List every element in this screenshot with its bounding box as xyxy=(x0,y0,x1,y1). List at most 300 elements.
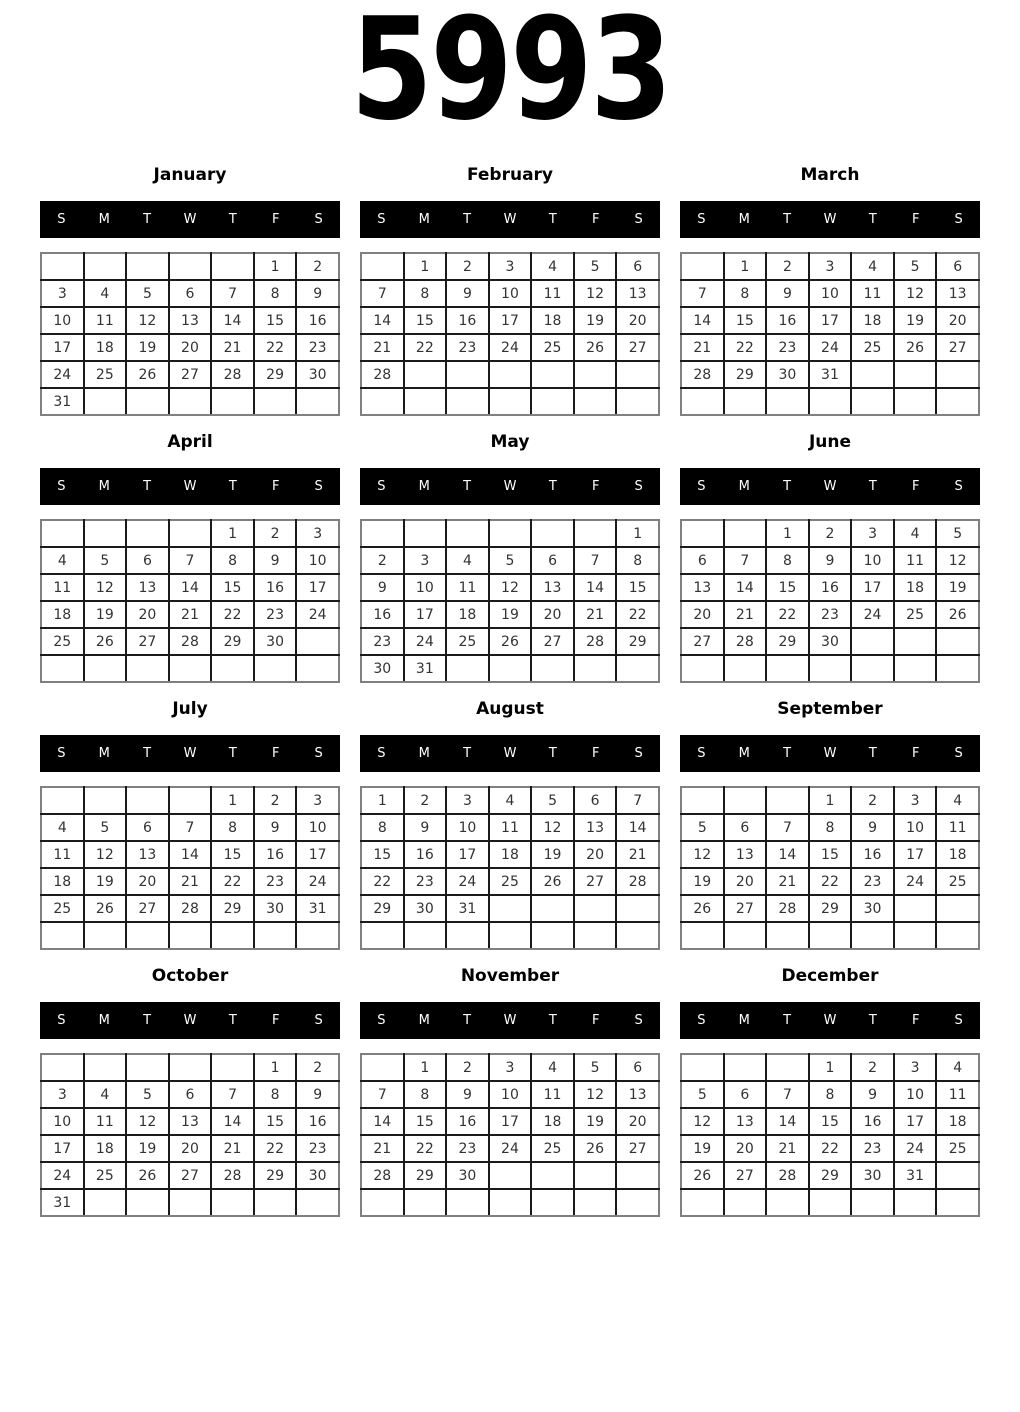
day-cell: 15 xyxy=(724,307,767,334)
day-cell: 6 xyxy=(616,1054,659,1081)
day-cell: 28 xyxy=(681,361,724,388)
weekday-label: S xyxy=(954,1013,963,1028)
day-cell: 24 xyxy=(489,1135,532,1162)
day-cell: 26 xyxy=(84,895,127,922)
weekday-label: S xyxy=(377,1013,386,1028)
day-cell: 26 xyxy=(681,895,724,922)
day-cell: 1 xyxy=(254,1054,297,1081)
day-cell: 19 xyxy=(574,1108,617,1135)
empty-day-cell xyxy=(851,361,894,388)
day-cell: 6 xyxy=(126,547,169,574)
empty-day-cell xyxy=(616,895,659,922)
day-cell: 2 xyxy=(254,520,297,547)
weekday-label: S xyxy=(954,746,963,761)
month-block xyxy=(40,966,340,1217)
weekday-label: T xyxy=(463,746,472,761)
month-title: May xyxy=(490,432,530,452)
day-cell: 17 xyxy=(894,841,937,868)
week-row xyxy=(681,601,979,628)
empty-day-cell xyxy=(936,361,979,388)
day-cell: 15 xyxy=(254,307,297,334)
weekday-label: S xyxy=(377,212,386,227)
weekday-label: W xyxy=(823,746,837,761)
empty-day-cell xyxy=(851,922,894,949)
day-cell: 30 xyxy=(296,1162,339,1189)
day-cell: 27 xyxy=(531,628,574,655)
weekday-label: M xyxy=(98,1013,110,1028)
day-cell: 10 xyxy=(809,280,852,307)
day-cell: 14 xyxy=(361,1108,404,1135)
weekday-label: F xyxy=(271,1013,280,1028)
day-cell: 18 xyxy=(531,1108,574,1135)
day-cell: 22 xyxy=(809,868,852,895)
day-cell: 30 xyxy=(254,628,297,655)
day-cell: 28 xyxy=(361,1162,404,1189)
day-cell: 12 xyxy=(126,1108,169,1135)
empty-day-cell xyxy=(41,253,84,280)
day-cell: 4 xyxy=(531,1054,574,1081)
empty-day-cell xyxy=(296,628,339,655)
day-cell: 28 xyxy=(616,868,659,895)
day-cell: 25 xyxy=(446,628,489,655)
day-cell: 29 xyxy=(809,895,852,922)
week-row xyxy=(41,601,339,628)
day-cell: 25 xyxy=(851,334,894,361)
day-cell: 26 xyxy=(84,628,127,655)
week-row xyxy=(681,361,979,388)
day-cell: 22 xyxy=(211,601,254,628)
day-cell: 8 xyxy=(724,280,767,307)
day-cell: 10 xyxy=(296,547,339,574)
weekday-label: F xyxy=(911,212,920,227)
day-cell: 28 xyxy=(766,895,809,922)
month-block xyxy=(360,699,660,950)
day-cell: 2 xyxy=(296,1054,339,1081)
empty-day-cell xyxy=(936,922,979,949)
day-cell: 4 xyxy=(894,520,937,547)
empty-day-cell xyxy=(936,895,979,922)
day-cell: 3 xyxy=(851,520,894,547)
week-row xyxy=(41,922,339,949)
day-cell: 2 xyxy=(254,787,297,814)
day-cell: 16 xyxy=(296,307,339,334)
week-row xyxy=(41,361,339,388)
day-cell: 10 xyxy=(41,1108,84,1135)
day-cell: 4 xyxy=(446,547,489,574)
weekday-label: T xyxy=(868,479,877,494)
empty-day-cell xyxy=(936,655,979,682)
empty-day-cell xyxy=(84,655,127,682)
day-cell: 30 xyxy=(254,895,297,922)
week-row xyxy=(361,1081,659,1108)
day-cell: 16 xyxy=(446,307,489,334)
month-block xyxy=(360,432,660,683)
day-cell: 17 xyxy=(296,574,339,601)
day-cell: 15 xyxy=(766,574,809,601)
weekday-label: T xyxy=(783,1013,792,1028)
day-cell: 25 xyxy=(489,868,532,895)
empty-day-cell xyxy=(296,922,339,949)
day-cell: 25 xyxy=(894,601,937,628)
day-cell: 12 xyxy=(574,280,617,307)
weekday-label: S xyxy=(57,479,66,494)
day-cell: 13 xyxy=(574,814,617,841)
day-cell: 15 xyxy=(809,1108,852,1135)
day-cell: 14 xyxy=(616,814,659,841)
weekday-label: S xyxy=(377,746,386,761)
day-cell: 26 xyxy=(574,334,617,361)
month-title: December xyxy=(781,966,879,986)
day-cell: 10 xyxy=(851,547,894,574)
empty-day-cell xyxy=(531,361,574,388)
empty-day-cell xyxy=(894,628,937,655)
day-cell: 6 xyxy=(616,253,659,280)
day-cell: 21 xyxy=(361,334,404,361)
day-cell: 16 xyxy=(404,841,447,868)
day-cell: 24 xyxy=(41,1162,84,1189)
month-title: April xyxy=(167,432,213,452)
day-cell: 19 xyxy=(894,307,937,334)
month-block xyxy=(680,432,980,683)
empty-day-cell xyxy=(126,1189,169,1216)
day-cell: 12 xyxy=(84,841,127,868)
day-cell: 31 xyxy=(894,1162,937,1189)
day-cell: 13 xyxy=(531,574,574,601)
empty-day-cell xyxy=(616,361,659,388)
day-cell: 11 xyxy=(531,1081,574,1108)
day-cell: 7 xyxy=(766,814,809,841)
week-row xyxy=(41,334,339,361)
months-grid xyxy=(0,165,1020,1217)
day-cell: 13 xyxy=(126,841,169,868)
day-cell: 17 xyxy=(894,1108,937,1135)
day-cell: 13 xyxy=(616,1081,659,1108)
day-cell: 27 xyxy=(574,868,617,895)
week-row xyxy=(41,1081,339,1108)
empty-day-cell xyxy=(254,655,297,682)
empty-day-cell xyxy=(766,1054,809,1081)
day-cell: 20 xyxy=(616,1108,659,1135)
week-row xyxy=(41,574,339,601)
week-row xyxy=(681,1081,979,1108)
day-cell: 15 xyxy=(404,1108,447,1135)
day-cell: 11 xyxy=(851,280,894,307)
day-cell: 6 xyxy=(574,787,617,814)
weekday-label: W xyxy=(183,212,197,227)
empty-day-cell xyxy=(724,388,767,415)
day-cell: 9 xyxy=(851,814,894,841)
day-cell: 28 xyxy=(169,628,212,655)
day-cell: 10 xyxy=(489,280,532,307)
day-cell: 31 xyxy=(41,1189,84,1216)
week-row xyxy=(41,787,339,814)
day-cell: 28 xyxy=(169,895,212,922)
weekday-label: T xyxy=(783,479,792,494)
week-row xyxy=(681,307,979,334)
month-days-table xyxy=(360,1053,660,1217)
empty-day-cell xyxy=(446,655,489,682)
weekday-label: M xyxy=(738,212,750,227)
week-row xyxy=(41,388,339,415)
day-cell: 8 xyxy=(766,547,809,574)
empty-day-cell xyxy=(126,787,169,814)
day-cell: 27 xyxy=(681,628,724,655)
day-cell: 19 xyxy=(681,1135,724,1162)
day-cell: 3 xyxy=(489,1054,532,1081)
day-cell: 19 xyxy=(936,574,979,601)
day-cell: 5 xyxy=(126,280,169,307)
empty-day-cell xyxy=(681,520,724,547)
day-cell: 8 xyxy=(254,280,297,307)
weekday-label: S xyxy=(954,479,963,494)
weekday-label: W xyxy=(503,212,517,227)
day-cell: 14 xyxy=(766,841,809,868)
month-days-table xyxy=(40,786,340,950)
empty-day-cell xyxy=(446,361,489,388)
weekday-label: S xyxy=(314,212,323,227)
day-cell: 23 xyxy=(766,334,809,361)
week-row xyxy=(41,868,339,895)
day-cell: 24 xyxy=(489,334,532,361)
day-cell: 20 xyxy=(681,601,724,628)
day-cell: 3 xyxy=(894,1054,937,1081)
empty-day-cell xyxy=(809,655,852,682)
day-cell: 17 xyxy=(41,334,84,361)
weekday-header-row xyxy=(360,468,660,505)
month-block xyxy=(360,966,660,1217)
day-cell: 10 xyxy=(296,814,339,841)
day-cell: 18 xyxy=(936,1108,979,1135)
empty-day-cell xyxy=(766,787,809,814)
empty-day-cell xyxy=(809,388,852,415)
weekday-label: F xyxy=(271,479,280,494)
day-cell: 17 xyxy=(404,601,447,628)
week-row xyxy=(41,1189,339,1216)
day-cell: 6 xyxy=(531,547,574,574)
month-block xyxy=(680,699,980,950)
month-title: October xyxy=(151,966,229,986)
day-cell: 16 xyxy=(361,601,404,628)
weekday-label: T xyxy=(548,479,557,494)
weekday-label: W xyxy=(503,479,517,494)
empty-day-cell xyxy=(936,388,979,415)
day-cell: 8 xyxy=(404,280,447,307)
empty-day-cell xyxy=(531,895,574,922)
day-cell: 1 xyxy=(616,520,659,547)
day-cell: 9 xyxy=(296,280,339,307)
day-cell: 21 xyxy=(169,601,212,628)
empty-day-cell xyxy=(169,787,212,814)
month-block xyxy=(40,165,340,416)
empty-day-cell xyxy=(574,655,617,682)
month-block xyxy=(680,165,980,416)
weekday-label: M xyxy=(738,1013,750,1028)
week-row xyxy=(41,1162,339,1189)
empty-day-cell xyxy=(574,388,617,415)
day-cell: 21 xyxy=(361,1135,404,1162)
empty-day-cell xyxy=(169,520,212,547)
day-cell: 17 xyxy=(489,307,532,334)
day-cell: 29 xyxy=(361,895,404,922)
empty-day-cell xyxy=(531,655,574,682)
empty-day-cell xyxy=(894,922,937,949)
empty-day-cell xyxy=(446,520,489,547)
day-cell: 13 xyxy=(169,307,212,334)
day-cell: 3 xyxy=(41,280,84,307)
empty-day-cell xyxy=(169,253,212,280)
empty-day-cell xyxy=(169,655,212,682)
day-cell: 29 xyxy=(254,1162,297,1189)
weekday-label: S xyxy=(697,212,706,227)
day-cell: 10 xyxy=(404,574,447,601)
empty-day-cell xyxy=(936,1189,979,1216)
day-cell: 11 xyxy=(894,547,937,574)
day-cell: 3 xyxy=(809,253,852,280)
weekday-label: S xyxy=(634,212,643,227)
day-cell: 14 xyxy=(766,1108,809,1135)
empty-day-cell xyxy=(211,253,254,280)
day-cell: 18 xyxy=(894,574,937,601)
weekday-label: F xyxy=(911,479,920,494)
week-row xyxy=(681,895,979,922)
day-cell: 28 xyxy=(766,1162,809,1189)
day-cell: 19 xyxy=(126,1135,169,1162)
weekday-label: F xyxy=(271,746,280,761)
day-cell: 26 xyxy=(936,601,979,628)
week-row xyxy=(361,1054,659,1081)
day-cell: 12 xyxy=(936,547,979,574)
week-row xyxy=(41,628,339,655)
empty-day-cell xyxy=(681,1189,724,1216)
day-cell: 6 xyxy=(681,547,724,574)
day-cell: 31 xyxy=(41,388,84,415)
day-cell: 13 xyxy=(936,280,979,307)
empty-day-cell xyxy=(681,787,724,814)
week-row xyxy=(361,574,659,601)
day-cell: 31 xyxy=(404,655,447,682)
empty-day-cell xyxy=(126,922,169,949)
day-cell: 21 xyxy=(169,868,212,895)
empty-day-cell xyxy=(851,388,894,415)
weekday-label: T xyxy=(463,212,472,227)
weekday-label: T xyxy=(228,746,237,761)
day-cell: 6 xyxy=(724,1081,767,1108)
month-title: March xyxy=(800,165,860,185)
day-cell: 1 xyxy=(254,253,297,280)
week-row xyxy=(41,814,339,841)
day-cell: 6 xyxy=(169,280,212,307)
month-days-table xyxy=(680,1053,980,1217)
day-cell: 27 xyxy=(616,1135,659,1162)
weekday-label: T xyxy=(463,479,472,494)
day-cell: 3 xyxy=(296,520,339,547)
day-cell: 1 xyxy=(404,253,447,280)
empty-day-cell xyxy=(851,1189,894,1216)
empty-day-cell xyxy=(169,388,212,415)
empty-day-cell xyxy=(361,388,404,415)
day-cell: 20 xyxy=(574,841,617,868)
week-row xyxy=(361,1108,659,1135)
day-cell: 18 xyxy=(489,841,532,868)
weekday-label: M xyxy=(738,746,750,761)
day-cell: 22 xyxy=(724,334,767,361)
day-cell: 24 xyxy=(296,868,339,895)
week-row xyxy=(681,1054,979,1081)
day-cell: 11 xyxy=(84,307,127,334)
weekday-label: F xyxy=(911,1013,920,1028)
day-cell: 8 xyxy=(809,1081,852,1108)
weekday-label: T xyxy=(143,212,152,227)
empty-day-cell xyxy=(681,388,724,415)
day-cell: 30 xyxy=(851,895,894,922)
day-cell: 7 xyxy=(169,547,212,574)
day-cell: 18 xyxy=(84,334,127,361)
day-cell: 14 xyxy=(574,574,617,601)
year-header xyxy=(0,0,1020,152)
day-cell: 26 xyxy=(489,628,532,655)
week-row xyxy=(41,280,339,307)
weekday-label: S xyxy=(697,479,706,494)
empty-day-cell xyxy=(574,520,617,547)
month-block xyxy=(680,966,980,1217)
day-cell: 7 xyxy=(574,547,617,574)
day-cell: 26 xyxy=(531,868,574,895)
day-cell: 28 xyxy=(211,361,254,388)
empty-day-cell xyxy=(531,922,574,949)
day-cell: 21 xyxy=(766,868,809,895)
day-cell: 3 xyxy=(489,253,532,280)
month-days-table xyxy=(680,252,980,416)
day-cell: 25 xyxy=(41,895,84,922)
week-row xyxy=(681,520,979,547)
day-cell: 18 xyxy=(851,307,894,334)
day-cell: 6 xyxy=(936,253,979,280)
day-cell: 26 xyxy=(126,1162,169,1189)
day-cell: 21 xyxy=(724,601,767,628)
day-cell: 9 xyxy=(851,1081,894,1108)
empty-day-cell xyxy=(766,1189,809,1216)
day-cell: 30 xyxy=(851,1162,894,1189)
empty-day-cell xyxy=(211,922,254,949)
empty-day-cell xyxy=(724,922,767,949)
day-cell: 10 xyxy=(446,814,489,841)
day-cell: 5 xyxy=(531,787,574,814)
day-cell: 28 xyxy=(361,361,404,388)
month-title: September xyxy=(777,699,883,719)
empty-day-cell xyxy=(84,922,127,949)
weekday-label: W xyxy=(823,1013,837,1028)
day-cell: 27 xyxy=(724,1162,767,1189)
day-cell: 23 xyxy=(254,868,297,895)
day-cell: 17 xyxy=(41,1135,84,1162)
week-row xyxy=(361,253,659,280)
day-cell: 14 xyxy=(681,307,724,334)
day-cell: 17 xyxy=(851,574,894,601)
weekday-label: T xyxy=(143,1013,152,1028)
empty-day-cell xyxy=(489,361,532,388)
day-cell: 16 xyxy=(766,307,809,334)
day-cell: 24 xyxy=(894,868,937,895)
day-cell: 22 xyxy=(809,1135,852,1162)
empty-day-cell xyxy=(574,1189,617,1216)
day-cell: 23 xyxy=(446,334,489,361)
empty-day-cell xyxy=(84,1054,127,1081)
day-cell: 30 xyxy=(809,628,852,655)
day-cell: 7 xyxy=(361,1081,404,1108)
empty-day-cell xyxy=(211,655,254,682)
empty-day-cell xyxy=(851,655,894,682)
day-cell: 9 xyxy=(766,280,809,307)
